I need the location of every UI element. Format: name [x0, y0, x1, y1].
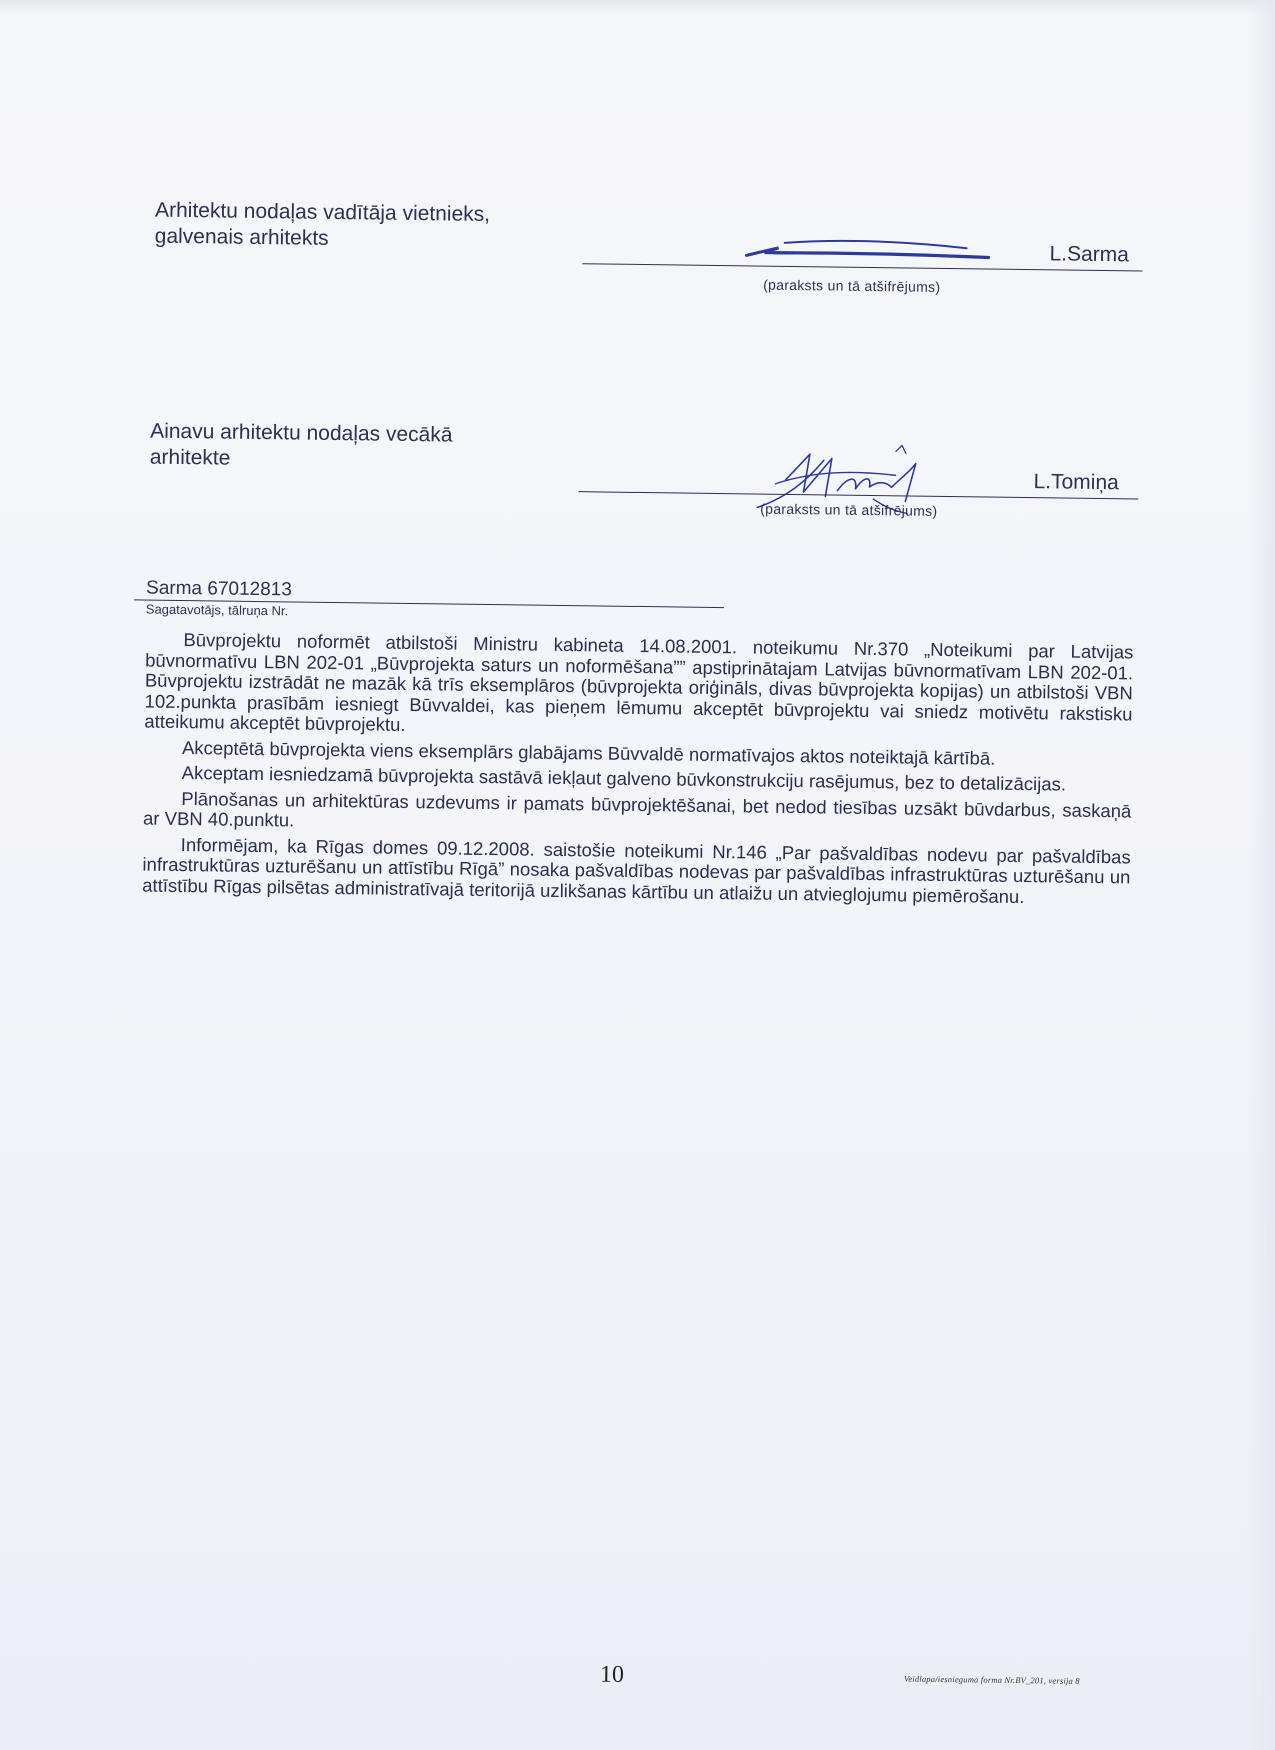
signatory-name-1: L.Sarma [1049, 242, 1130, 267]
signatory-role-1 [155, 198, 491, 254]
signature-caption-2: (paraksts un tā atšifrējums) [760, 500, 938, 519]
paragraph: Akceptētā būvprojekta viens eksemplārs glabājams Būvvaldē normatīvajos aktos noteiktajā kārtībā. [181, 736, 996, 769]
preparer-caption: Sagatavotājs, tālruņa Nr. [145, 601, 289, 619]
signature-caption-1: (paraksts un tā atšifrējums) [763, 276, 941, 295]
signatory-role-2 [150, 419, 453, 475]
role-line: galvenais arhitekts [154, 224, 329, 250]
signature-sarma [734, 225, 995, 268]
role-line: arhitekte [149, 445, 231, 470]
signatory-name-2: L.Tomiņa [1033, 470, 1119, 495]
paragraph: Akceptam iesniedzamā būvprojekta sastāvā iekļaut galveno būvkonstrukciju rasējumus, bez to detalizācijas. [181, 762, 1067, 795]
page-number: 10 [599, 1661, 625, 1688]
role-line: Ainavu arhitektu nodaļas vecākā [150, 419, 453, 447]
paragraph: Plānošanas un arhitektūras uzdevums ir pamats būvprojektēšanai, bet nedod tiesības uzsākt būvdarbus, saskaņā ar VBN 40.punktu. [142, 787, 1132, 831]
preparer-name-phone: Sarma 67012813 [145, 577, 293, 601]
form-version-note: Veidlapa/iesnieguma forma Nr.BV_201, versija 8 [903, 1673, 1080, 1686]
document-body [142, 630, 1133, 914]
paragraph: Informējam, ka Rīgas domes 09.12.2008. saistošie noteikumi Nr.146 „Par pašvaldības nodevu par pašvaldības infrastruktūras uzturēšanu un attīstību Rīgā” nosaka pašvaldības nodevas par pašvaldības infrastruktūras uzturēšanu un attīstību Rīgas pilsētas administratīvajā teritorijā uzlikšanas kārtību un atlaižu un atvieglojumu piemērošanu. [142, 833, 1131, 907]
paragraph: Būvprojektu noformēt atbilstoši Ministru kabineta 14.08.2001. noteikumu Nr.370 „Noteikumi par Latvijas būvnormatīvu LBN 202-01 „Būvprojekta saturs un noformēšana”” apstiprinātajam Latvijas būvnormatīvam LBN 202-01. Būvprojektu izstrādāt ne mazāk kā trīs eksemplāros (būvprojekta oriģināls, divas būvprojekta kopijas) un atbilstoši VBN 102.punkta prasībām iesniegt Būvvaldei, kas pieņem lēmumu akceptēt būvprojektu vai sniedz motivētu rakstisku atteikumu akceptēt būvprojektu. [144, 629, 1134, 735]
role-line: Arhitektu nodaļas vadītāja vietnieks, [154, 198, 491, 227]
